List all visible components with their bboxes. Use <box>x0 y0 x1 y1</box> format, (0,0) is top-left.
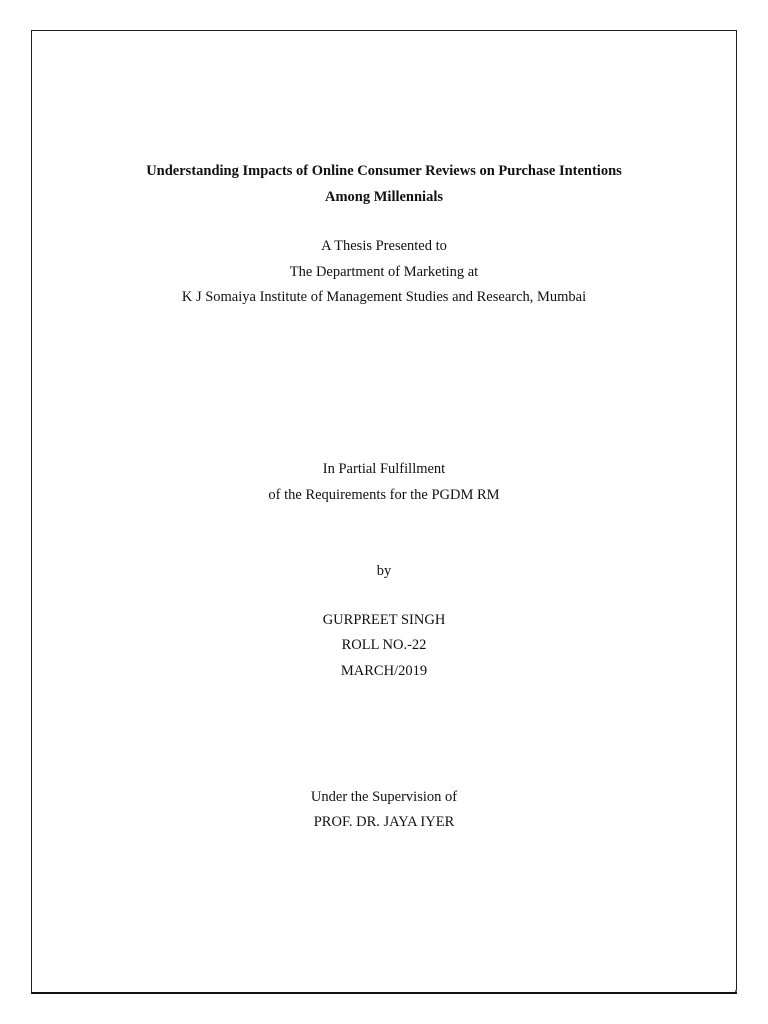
by-label: by <box>376 563 392 579</box>
supervisor-name: PROF. DR. JAYA IYER <box>313 814 455 830</box>
presented-to: A Thesis Presented to <box>321 238 447 254</box>
partial-fulfillment: In Partial Fulfillment <box>322 461 446 477</box>
submission-date: MARCH/2019 <box>340 663 428 679</box>
corner-mark <box>735 990 737 992</box>
thesis-title-line-1: Understanding Impacts of Online Consumer Reviews on Purchase Intentions <box>146 163 622 179</box>
department: The Department of Marketing at <box>289 264 479 280</box>
supervision-label: Under the Supervision of <box>310 789 458 805</box>
thesis-title-line-2: Among Millennials <box>324 189 444 205</box>
roll-number: ROLL NO.-22 <box>341 637 427 653</box>
requirements: of the Requirements for the PGDM RM <box>268 487 500 503</box>
institute: K J Somaiya Institute of Management Studies and Research, Mumbai <box>181 289 587 305</box>
author-name: GURPREET SINGH <box>322 612 446 628</box>
